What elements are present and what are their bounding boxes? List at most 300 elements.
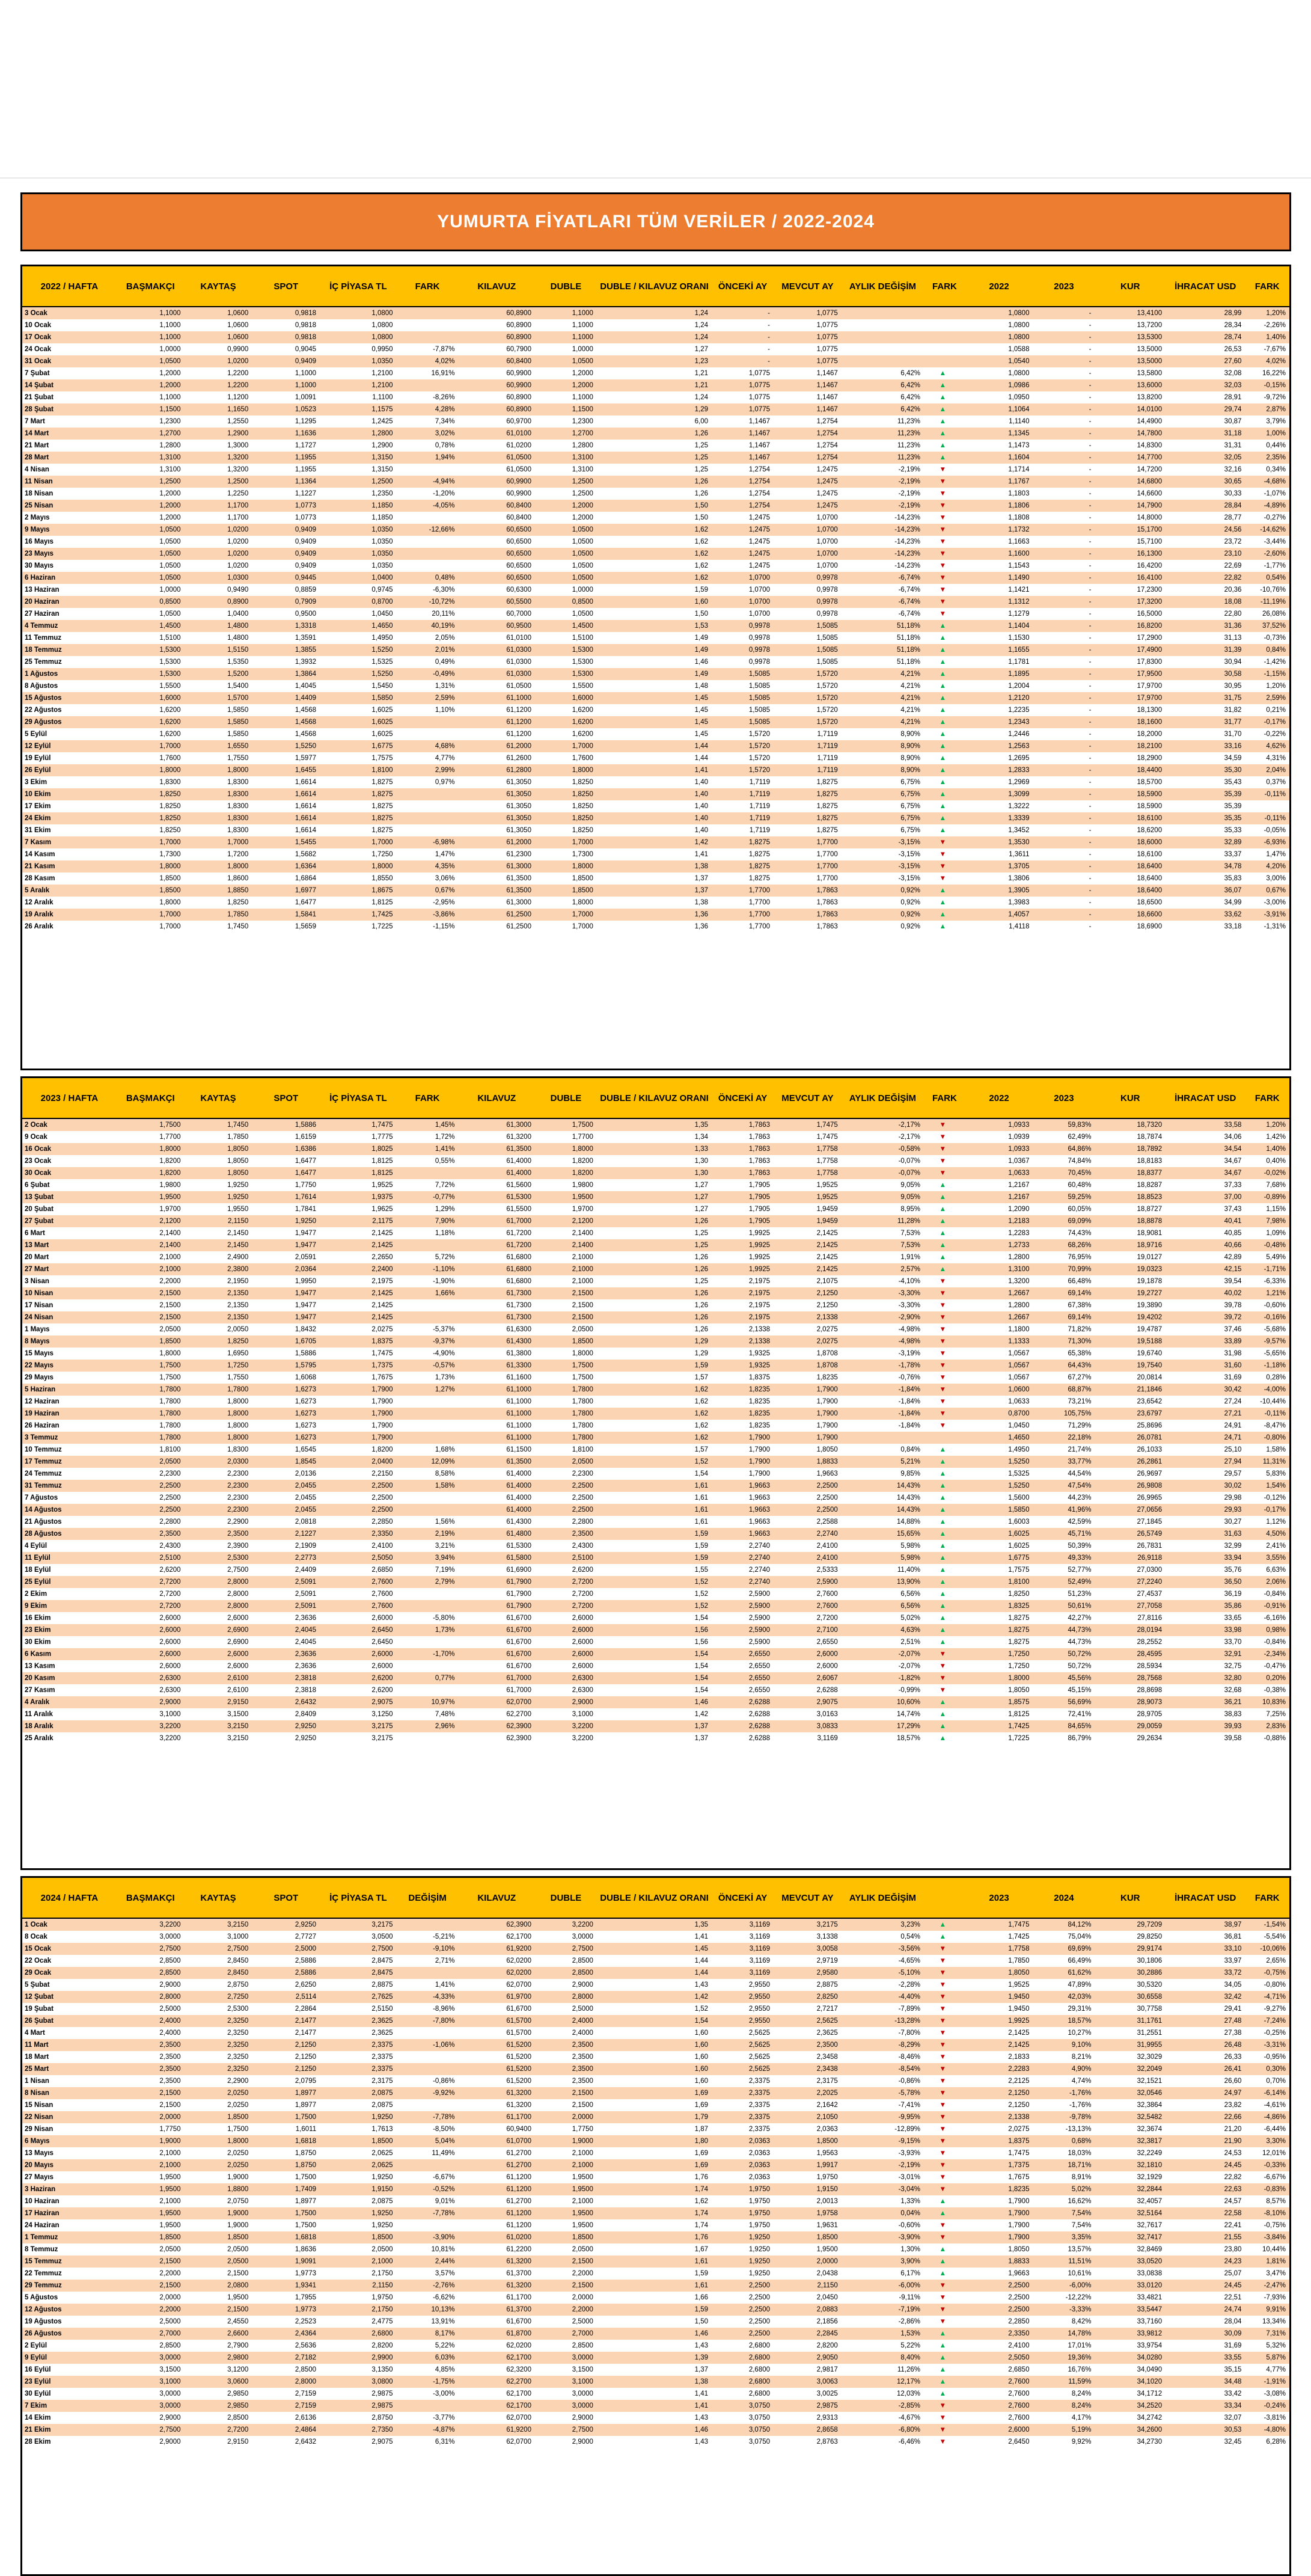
cell-kaytas: 1,5400	[227, 682, 249, 690]
cell-ic-piyasa: 1,0350	[371, 538, 393, 545]
cell-oran: 1,61	[694, 1494, 709, 1501]
cell-fark: -12,66%	[429, 526, 455, 533]
cell-oran: 1,30	[694, 1170, 709, 1177]
cell-mevcut-ay: 2,9719	[816, 1957, 838, 1964]
cell-mevcut-ay: 1,7475	[816, 1133, 838, 1141]
cell-onceki-ay: 1,1467	[748, 442, 771, 449]
cell-kaytas: 3,0600	[227, 2378, 249, 2385]
cell-oran: 1,56	[694, 1627, 709, 1634]
cell-mevcut-ay: 1,2475	[816, 466, 838, 473]
cell-oran: 1,24	[694, 334, 709, 341]
cell-y-prev: 1,8275	[1008, 1615, 1030, 1622]
cell-fark: 2,05%	[435, 634, 455, 642]
cell-ihracat-usd: 40,41	[1224, 1218, 1242, 1225]
cell-y-prev: 1,1404	[1008, 622, 1030, 630]
cell-fark: 20,11%	[432, 610, 455, 618]
cell-ihracat-usd: 32,99	[1224, 1542, 1242, 1550]
cell-spot: 0,9409	[295, 538, 317, 545]
cell-week: 27 Haziran	[25, 610, 60, 618]
cell-y-cur: 8,21%	[1071, 2053, 1092, 2061]
cell-onceki-ay: 1,8235	[748, 1422, 771, 1429]
cell-aylik-degisim: -2,19%	[898, 490, 921, 497]
cell-trend	[924, 1158, 965, 1165]
cell-kaytas: 1,7250	[227, 1362, 249, 1369]
cell-ic-piyasa: 2,9075	[371, 2438, 393, 2446]
cell-oran: 1,61	[694, 1506, 709, 1513]
arrow-up-icon: ▲	[939, 682, 947, 690]
cell-ic-piyasa: 2,0500	[371, 2246, 393, 2253]
cell-kur: 14,7200	[1137, 466, 1163, 473]
cell-ihracat-usd: 34,06	[1224, 1133, 1242, 1141]
cell-week: 8 Ağustos	[25, 682, 58, 690]
cell-ic-piyasa: 2,3350	[371, 1530, 393, 1538]
cell-fark-usd: 0,28%	[1266, 1374, 1286, 1381]
cell-spot: 1,3318	[295, 622, 317, 630]
cell-y-prev: 1,2833	[1008, 767, 1030, 774]
cell-ihracat-usd: 33,97	[1224, 1957, 1242, 1964]
cell-trend	[924, 2041, 965, 2049]
cell-ihracat-usd: 36,21	[1224, 1699, 1242, 1706]
cell-kaytas: 1,8050	[227, 1145, 249, 1153]
cell-mevcut-ay: 2,0275	[816, 1326, 838, 1333]
cell-week: 18 Eylül	[25, 1566, 51, 1574]
cell-trend	[924, 755, 965, 762]
arrow-down-icon: ▼	[939, 2041, 947, 2049]
cell-trend	[924, 526, 965, 533]
cell-basmakci: 2,0000	[159, 2114, 181, 2121]
cell-duble: 1,9000	[572, 2138, 593, 2145]
cell-ic-piyasa: 2,0275	[371, 1326, 393, 1333]
cell-kur: 28,2552	[1137, 1639, 1163, 1646]
cell-trend	[924, 2306, 965, 2313]
cell-spot: 2,0795	[295, 2078, 317, 2085]
cell-aylik-degisim: -0,07%	[898, 1158, 921, 1165]
cell-week: 5 Aralık	[25, 887, 50, 894]
cell-onceki-ay: 2,3375	[748, 2078, 771, 2085]
cell-onceki-ay: 2,2500	[748, 2294, 771, 2301]
cell-trend	[924, 2282, 965, 2289]
cell-mevcut-ay: 1,9631	[816, 2222, 838, 2229]
cell-kilavuz: 61,7300	[506, 1314, 531, 1321]
arrow-down-icon: ▼	[939, 1121, 947, 1129]
cell-duble: 2,2500	[572, 1494, 593, 1501]
cell-fark: 4,02%	[435, 358, 455, 365]
header-y-prev: 2022	[989, 281, 1009, 292]
cell-aylik-degisim: -2,19%	[898, 478, 921, 485]
cell-aylik-degisim: 1,33%	[900, 2198, 921, 2205]
cell-duble: 1,5500	[572, 682, 593, 690]
cell-mevcut-ay: 2,0000	[816, 2258, 838, 2265]
arrow-down-icon: ▼	[939, 2402, 947, 2409]
cell-basmakci: 1,2700	[159, 430, 181, 437]
cell-ihracat-usd: 33,58	[1224, 1121, 1242, 1129]
arrow-up-icon: ▲	[939, 1482, 947, 1489]
cell-ihracat-usd: 33,55	[1224, 2354, 1242, 2361]
table-row	[22, 1540, 1289, 1552]
cell-y-prev: 1,2004	[1008, 682, 1030, 690]
cell-spot: 2,2773	[295, 1554, 317, 1562]
cell-aylik-degisim: 14,88%	[897, 1518, 921, 1526]
cell-y-prev: 1,1530	[1008, 634, 1030, 642]
cell-fark-usd: -2,60%	[1264, 550, 1286, 557]
cell-mevcut-ay: 1,0700	[816, 514, 838, 521]
cell-ihracat-usd: 24,56	[1224, 526, 1242, 533]
cell-fark-usd: -3,31%	[1264, 2041, 1286, 2049]
cell-week: 10 Nisan	[25, 1290, 53, 1297]
cell-kilavuz: 61,6700	[506, 1663, 531, 1670]
cell-oran: 1,69	[694, 2162, 709, 2169]
cell-y-prev: 1,7900	[1008, 2222, 1030, 2229]
table-row	[22, 2243, 1289, 2256]
cell-fark-usd: 3,30%	[1266, 2138, 1286, 2145]
cell-spot: 1,7500	[295, 2210, 317, 2217]
cell-y-prev: 1,1781	[1008, 658, 1030, 666]
cell-ic-piyasa: 1,9750	[371, 2294, 393, 2301]
cell-duble: 1,7700	[572, 1133, 593, 1141]
cell-y-cur: -	[1089, 478, 1092, 485]
cell-ic-piyasa: 1,9625	[371, 1206, 393, 1213]
cell-trend	[924, 1945, 965, 1952]
cell-fark: -3,77%	[433, 2414, 455, 2421]
cell-trend	[924, 2366, 965, 2373]
cell-ic-piyasa: 1,8275	[371, 827, 393, 834]
cell-kur: 30,2886	[1137, 1969, 1163, 1976]
cell-ihracat-usd: 34,78	[1224, 863, 1242, 870]
arrow-up-icon: ▲	[939, 670, 947, 678]
cell-kilavuz: 61,1500	[506, 1446, 531, 1453]
cell-aylik-degisim: 5,98%	[900, 1542, 921, 1550]
cell-spot: 1,5977	[295, 755, 317, 762]
cell-aylik-degisim: -5,78%	[898, 2090, 921, 2097]
cell-ic-piyasa: 2,1000	[371, 2258, 393, 2265]
cell-spot: 1,6705	[295, 1338, 317, 1345]
cell-week: 19 Haziran	[25, 1410, 60, 1417]
cell-oran: 1,61	[694, 2282, 709, 2289]
cell-onceki-ay: 1,9925	[748, 1254, 771, 1261]
cell-aylik-degisim: -6,80%	[898, 2426, 921, 2433]
cell-ihracat-usd: 23,80	[1224, 2246, 1242, 2253]
header-y-prev: 2023	[989, 1892, 1009, 1903]
cell-kaytas: 2,0050	[227, 1326, 249, 1333]
cell-trend	[924, 875, 965, 882]
cell-aylik-degisim: -7,80%	[898, 2029, 921, 2037]
cell-kaytas: 2,8000	[227, 1590, 249, 1598]
cell-duble: 2,2500	[572, 1506, 593, 1513]
cell-y-prev: 1,8250	[1008, 1590, 1030, 1598]
cell-y-prev: 1,0633	[1008, 1170, 1030, 1177]
cell-aylik-degisim: -2,17%	[898, 1121, 921, 1129]
cell-ihracat-usd: 28,91	[1224, 394, 1242, 401]
cell-trend	[924, 707, 965, 714]
cell-y-cur: -	[1089, 418, 1092, 425]
cell-aylik-degisim: -2,85%	[898, 2402, 921, 2409]
cell-trend	[924, 1218, 965, 1225]
cell-kaytas: 2,8500	[227, 2414, 249, 2421]
cell-onceki-ay: 1,9925	[748, 1266, 771, 1273]
cell-duble: 1,2000	[572, 370, 593, 377]
cell-basmakci: 2,5000	[159, 2005, 181, 2013]
cell-basmakci: 2,1000	[159, 2198, 181, 2205]
arrow-up-icon: ▲	[939, 1615, 947, 1622]
cell-kilavuz: 61,2000	[506, 839, 531, 846]
cell-ic-piyasa: 1,5850	[371, 695, 393, 702]
cell-y-cur: 9,92%	[1071, 2438, 1092, 2446]
cell-ihracat-usd: 33,34	[1224, 2402, 1242, 2409]
cell-fark-usd: -7,93%	[1264, 2294, 1286, 2301]
cell-onceki-ay: 2,0363	[748, 2174, 771, 2181]
cell-kur: 19,0127	[1137, 1254, 1163, 1261]
cell-onceki-ay: 1,2754	[748, 478, 771, 485]
cell-onceki-ay: 2,5900	[748, 1639, 771, 1646]
cell-kilavuz: 61,1600	[506, 1374, 531, 1381]
cell-kur: 18,6600	[1137, 911, 1163, 918]
cell-kaytas: 1,1650	[227, 406, 249, 413]
cell-kaytas: 2,7500	[227, 1945, 249, 1952]
cell-spot: 1,1955	[295, 466, 317, 473]
cell-trend	[924, 743, 965, 750]
cell-basmakci: 1,8300	[159, 779, 181, 786]
header-trend: FARK	[932, 281, 957, 292]
cell-y-cur: -	[1089, 911, 1092, 918]
cell-week: 11 Aralık	[25, 1711, 53, 1718]
cell-onceki-ay: 3,1169	[749, 1921, 771, 1928]
cell-fark: 2,19%	[435, 1530, 455, 1538]
cell-y-prev: 1,1808	[1008, 514, 1030, 521]
cell-ihracat-usd: 39,93	[1224, 1723, 1242, 1730]
cell-kaytas: 1,8050	[227, 1158, 249, 1165]
cell-oran: 1,27	[694, 1182, 709, 1189]
cell-y-cur: 71,30%	[1068, 1338, 1092, 1345]
cell-trend	[924, 1194, 965, 1201]
cell-kilavuz: 60,8400	[506, 502, 531, 509]
cell-fark-usd: 16,22%	[1262, 370, 1286, 377]
cell-spot: 1,5659	[295, 923, 317, 930]
cell-fark: -1,70%	[433, 1651, 455, 1658]
cell-onceki-ay: 1,2754	[748, 490, 771, 497]
cell-kur: 33,0838	[1137, 2270, 1163, 2277]
cell-basmakci: 2,7200	[159, 1578, 181, 1586]
header-y-prev: 2022	[989, 1093, 1009, 1103]
cell-mevcut-ay: 2,7200	[816, 1615, 838, 1622]
cell-y-prev: 2,4100	[1008, 2342, 1030, 2349]
cell-kaytas: 1,1700	[227, 502, 249, 509]
cell-y-cur: 10,61%	[1068, 2270, 1092, 2277]
cell-oran: 1,41	[694, 2390, 709, 2397]
cell-y-cur: -	[1089, 899, 1092, 906]
cell-y-prev: 1,1421	[1008, 586, 1030, 593]
cell-basmakci: 2,6000	[159, 1615, 181, 1622]
cell-fark-usd: 4,50%	[1266, 1530, 1286, 1538]
cell-onceki-ay: 1,0775	[748, 382, 771, 389]
table-row	[22, 1408, 1289, 1420]
cell-duble: 1,7800	[572, 1422, 593, 1429]
cell-week: 22 Ağustos	[25, 707, 62, 714]
cell-mevcut-ay: 1,9525	[816, 1194, 838, 1201]
cell-y-prev: 1,3530	[1008, 839, 1030, 846]
cell-kilavuz: 61,1000	[506, 1422, 531, 1429]
cell-onceki-ay: 1,2475	[748, 514, 771, 521]
cell-basmakci: 2,1500	[159, 2258, 181, 2265]
cell-kur: 18,2000	[1137, 731, 1163, 738]
cell-kur: 19,5188	[1137, 1338, 1163, 1345]
cell-y-cur: -	[1089, 646, 1092, 654]
cell-ic-piyasa: 2,2850	[371, 1518, 393, 1526]
arrow-up-icon: ▲	[939, 394, 947, 401]
header-basmakci: BAŞMAKÇI	[126, 1093, 175, 1103]
cell-week: 26 Aralık	[25, 923, 53, 930]
cell-kaytas: 2,9850	[227, 2402, 249, 2409]
cell-y-prev: 1,7250	[1008, 1663, 1030, 1670]
cell-y-cur: -	[1089, 310, 1092, 317]
cell-y-cur: -9,78%	[1069, 2114, 1092, 2121]
cell-trend	[924, 2258, 965, 2265]
cell-duble: 2,8500	[572, 1969, 593, 1976]
cell-spot: 2,8000	[295, 2378, 317, 2385]
cell-mevcut-ay: 1,9500	[816, 2246, 838, 2253]
cell-onceki-ay: 2,9550	[748, 1993, 771, 2001]
cell-y-cur: -	[1089, 815, 1092, 822]
cell-y-cur: -	[1089, 731, 1092, 738]
cell-kur: 14,7700	[1137, 454, 1163, 461]
table-row	[22, 1648, 1289, 1660]
cell-ihracat-usd: 34,54	[1224, 1145, 1242, 1153]
cell-y-cur: -	[1089, 707, 1092, 714]
cell-fark-usd: -1,91%	[1264, 2378, 1286, 2385]
cell-y-prev: 1,6025	[1008, 1542, 1030, 1550]
cell-kaytas: 1,0600	[227, 334, 249, 341]
cell-oran: 1,59	[694, 1530, 709, 1538]
cell-basmakci: 1,0500	[159, 358, 181, 365]
cell-trend	[924, 827, 965, 834]
arrow-up-icon: ▲	[939, 1723, 947, 1730]
cell-duble: 1,8100	[572, 1446, 593, 1453]
arrow-down-icon: ▼	[939, 1158, 947, 1165]
cell-mevcut-ay: 2,1856	[816, 2318, 838, 2325]
cell-basmakci: 2,9000	[159, 2438, 181, 2446]
table-row	[22, 2304, 1289, 2316]
cell-kilavuz: 61,2600	[506, 755, 531, 762]
cell-spot: 2,6432	[295, 2438, 317, 2446]
cell-kaytas: 1,2900	[227, 430, 249, 437]
cell-ic-piyasa: 1,7775	[371, 1133, 393, 1141]
cell-onceki-ay: 1,7119	[749, 779, 771, 786]
cell-kilavuz: 61,7200	[506, 1242, 531, 1249]
cell-kilavuz: 61,7300	[506, 1302, 531, 1309]
cell-ic-piyasa: 2,1150	[372, 2282, 393, 2289]
cell-y-prev: 2,7600	[1008, 2378, 1030, 2385]
table-row	[22, 2424, 1289, 2436]
cell-spot: 1,7500	[295, 2174, 317, 2181]
cell-mevcut-ay: 2,3175	[816, 2078, 838, 2085]
cell-y-prev: 1,1345	[1008, 430, 1030, 437]
cell-y-cur: 51,23%	[1068, 1590, 1092, 1598]
cell-oran: 1,87	[694, 2126, 709, 2133]
cell-ic-piyasa: 1,8375	[371, 1338, 393, 1345]
cell-spot: 1,6273	[295, 1422, 317, 1429]
cell-week: 2 Eylül	[25, 2342, 47, 2349]
cell-trend	[924, 2126, 965, 2133]
cell-kilavuz: 61,0300	[506, 658, 531, 666]
arrow-down-icon: ▼	[939, 2294, 947, 2301]
cell-kur: 13,5000	[1137, 358, 1163, 365]
cell-kilavuz: 62,1700	[506, 2402, 531, 2409]
cell-trend	[924, 1969, 965, 1976]
cell-ihracat-usd: 32,91	[1224, 1651, 1242, 1658]
cell-kur: 19,4202	[1137, 1314, 1163, 1321]
cell-duble: 1,7000	[572, 839, 593, 846]
cell-kaytas: 2,7200	[227, 2426, 249, 2433]
cell-aylik-degisim: -8,54%	[898, 2065, 921, 2073]
cell-y-cur: 50,39%	[1068, 1542, 1092, 1550]
cell-aylik-degisim: 11,23%	[897, 418, 921, 425]
cell-onceki-ay: 1,9750	[748, 2222, 771, 2229]
cell-week: 23 Eylül	[25, 2378, 51, 2385]
cell-trend	[924, 803, 965, 810]
cell-kilavuz: 62,0700	[506, 2438, 531, 2446]
cell-y-prev: 1,0540	[1008, 358, 1030, 365]
cell-duble: 2,7200	[572, 1590, 593, 1598]
cell-duble: 1,7750	[572, 2126, 593, 2133]
cell-ihracat-usd: 42,15	[1224, 1266, 1242, 1273]
cell-spot: 1,6614	[295, 803, 317, 810]
cell-y-cur: -	[1089, 370, 1092, 377]
table-row	[22, 2316, 1289, 2328]
cell-y-prev: 1,2120	[1008, 695, 1030, 702]
cell-mevcut-ay: 1,0775	[816, 322, 838, 329]
cell-trend	[924, 1302, 965, 1309]
cell-kur: 26,9808	[1137, 1482, 1163, 1489]
cell-trend	[924, 2017, 965, 2025]
cell-fark-usd: -0,11%	[1264, 815, 1286, 822]
cell-onceki-ay: 1,7900	[748, 1434, 771, 1441]
cell-oran: 1,62	[694, 550, 709, 557]
cell-y-cur: 74,43%	[1068, 1230, 1092, 1237]
cell-spot: 1,8545	[295, 1458, 317, 1465]
arrow-up-icon: ▲	[939, 2378, 947, 2385]
cell-kilavuz: 61,6800	[506, 1266, 531, 1273]
cell-week: 20 Mart	[25, 1254, 49, 1261]
cell-y-prev: 1,7375	[1008, 2162, 1030, 2169]
cell-oran: 1,33	[694, 1145, 709, 1153]
cell-basmakci: 1,2000	[159, 490, 181, 497]
cell-spot: 2,9250	[295, 1735, 317, 1742]
cell-kilavuz: 61,1200	[506, 2174, 531, 2181]
arrow-up-icon: ▲	[939, 887, 947, 894]
cell-mevcut-ay: 1,8500	[816, 2234, 838, 2241]
cell-kaytas: 2,1350	[227, 1290, 249, 1297]
cell-y-prev: 1,7425	[1008, 1933, 1030, 1940]
cell-onceki-ay: 2,2740	[748, 1578, 771, 1586]
arrow-up-icon: ▲	[939, 2354, 947, 2361]
cell-fark-usd: 0,98%	[1266, 1627, 1286, 1634]
cell-fark: -5,80%	[433, 1615, 455, 1622]
cell-fark: 7,34%	[435, 418, 455, 425]
cell-basmakci: 1,6000	[159, 695, 181, 702]
cell-kaytas: 2,2300	[227, 1482, 249, 1489]
cell-ihracat-usd: 32,45	[1224, 2438, 1242, 2446]
table-row	[22, 1275, 1289, 1287]
cell-oran: 1,54	[694, 1675, 709, 1682]
cell-oran: 1,35	[694, 1921, 709, 1928]
cell-duble: 3,0000	[572, 1933, 593, 1940]
cell-kilavuz: 61,6700	[506, 2318, 531, 2325]
cell-basmakci: 3,1500	[159, 2366, 181, 2373]
cell-y-prev: 1,8235	[1008, 2186, 1030, 2193]
cell-aylik-degisim: 6,75%	[900, 779, 921, 786]
cell-fark-usd: 37,52%	[1262, 622, 1286, 630]
cell-y-cur: -	[1089, 682, 1092, 690]
cell-onceki-ay: 1,8375	[748, 1374, 771, 1381]
